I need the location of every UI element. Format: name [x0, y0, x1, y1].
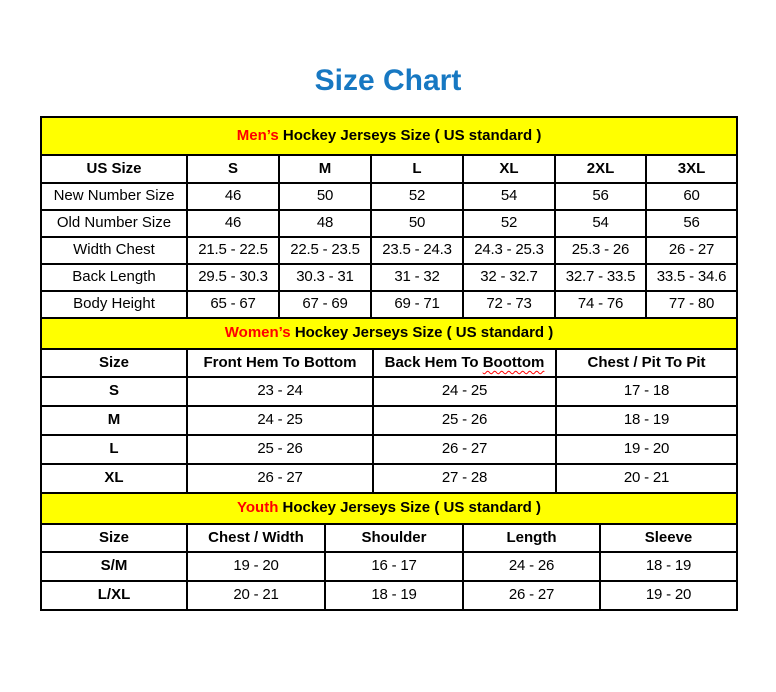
table-row: [41, 435, 737, 464]
size-cell: 24.3 - 25.3: [463, 237, 555, 264]
mens-section-title: Hockey Jerseys Size ( US standard ): [282, 126, 542, 144]
column-header: Size: [41, 349, 187, 377]
row-label: Width Chest: [41, 237, 187, 264]
youth-section-title: Hockey Jerseys Size ( US standard ): [282, 499, 541, 517]
row-label: S/M: [41, 552, 187, 581]
size-cell: 16 - 17: [325, 552, 463, 581]
column-header: Sleeve: [600, 524, 737, 552]
row-label: XL: [41, 464, 187, 493]
mens-section-header-row: [41, 117, 737, 155]
size-cell: 67 - 69: [279, 291, 371, 318]
column-header: Shoulder: [325, 524, 463, 552]
row-label: Old Number Size: [41, 210, 187, 237]
size-cell: 50: [371, 210, 463, 237]
size-cell: 18 - 19: [556, 406, 737, 435]
table-row: [41, 183, 737, 210]
mens-column-header-row: [41, 155, 737, 183]
size-cell: 24 - 26: [463, 552, 600, 581]
size-cell: 54: [555, 210, 646, 237]
size-cell: 33.5 - 34.6: [646, 264, 737, 291]
column-header: L: [371, 155, 463, 183]
column-header: [373, 349, 556, 377]
column-header: Chest / Pit To Pit: [556, 349, 737, 377]
size-chart-tables: [40, 116, 736, 611]
column-header: Front Hem To Bottom: [187, 349, 373, 377]
size-cell: 22.5 - 23.5: [279, 237, 371, 264]
size-cell: 26 - 27: [646, 237, 737, 264]
table-row: [41, 237, 737, 264]
size-cell: 50: [279, 183, 371, 210]
size-cell: 29.5 - 30.3: [187, 264, 279, 291]
size-cell: 32.7 - 33.5: [555, 264, 646, 291]
mens-section-header: [41, 117, 737, 155]
womens-section-header: [41, 318, 737, 349]
size-cell: 56: [555, 183, 646, 210]
column-header: S: [187, 155, 279, 183]
size-cell: 23 - 24: [187, 377, 373, 406]
column-header: Chest / Width: [187, 524, 325, 552]
row-label: New Number Size: [41, 183, 187, 210]
column-header: 2XL: [555, 155, 646, 183]
size-cell: 25 - 26: [373, 406, 556, 435]
size-cell: 74 - 76: [555, 291, 646, 318]
table-row: [41, 377, 737, 406]
row-label: L: [41, 435, 187, 464]
column-header-text: Back Hem To: [384, 353, 479, 371]
column-header: XL: [463, 155, 555, 183]
size-cell: 18 - 19: [325, 581, 463, 610]
youth-accent-label: Youth: [237, 499, 279, 517]
size-cell: 23.5 - 24.3: [371, 237, 463, 264]
column-header: M: [279, 155, 371, 183]
size-cell: 46: [187, 210, 279, 237]
column-header: 3XL: [646, 155, 737, 183]
size-cell: 52: [371, 183, 463, 210]
mens-accent-label: Men’s: [236, 126, 279, 144]
size-cell: 20 - 21: [556, 464, 737, 493]
womens-accent-label: Women’s: [224, 324, 291, 342]
row-label: S: [41, 377, 187, 406]
size-cell: 19 - 20: [556, 435, 737, 464]
size-cell: 30.3 - 31: [279, 264, 371, 291]
table-row: [41, 406, 737, 435]
size-cell: 32 - 32.7: [463, 264, 555, 291]
row-label: L/XL: [41, 581, 187, 610]
size-cell: 69 - 71: [371, 291, 463, 318]
column-header: Length: [463, 524, 600, 552]
mens-size-table: [40, 116, 738, 319]
column-header: US Size: [41, 155, 187, 183]
size-cell: 56: [646, 210, 737, 237]
size-cell: 19 - 20: [600, 581, 737, 610]
size-cell: 18 - 19: [600, 552, 737, 581]
size-cell: 48: [279, 210, 371, 237]
size-cell: 17 - 18: [556, 377, 737, 406]
size-cell: 25 - 26: [187, 435, 373, 464]
womens-column-header-row: [41, 349, 737, 377]
size-cell: 54: [463, 183, 555, 210]
size-cell: 26 - 27: [463, 581, 600, 610]
page-title: Size Chart: [314, 64, 462, 97]
row-label: Body Height: [41, 291, 187, 318]
size-cell: 65 - 67: [187, 291, 279, 318]
size-cell: 21.5 - 22.5: [187, 237, 279, 264]
table-row: [41, 552, 737, 581]
youth-section-header: [41, 493, 737, 524]
size-cell: 31 - 32: [371, 264, 463, 291]
table-row: [41, 264, 737, 291]
size-cell: 19 - 20: [187, 552, 325, 581]
size-cell: 24 - 25: [373, 377, 556, 406]
misspelled-word-wavy: Boottom: [482, 353, 545, 371]
size-cell: 27 - 28: [373, 464, 556, 493]
womens-section-header-row: [41, 318, 737, 349]
size-cell: 52: [463, 210, 555, 237]
womens-size-table: [40, 317, 738, 494]
size-cell: 25.3 - 26: [555, 237, 646, 264]
table-row: [41, 464, 737, 493]
size-cell: 46: [187, 183, 279, 210]
size-cell: 77 - 80: [646, 291, 737, 318]
table-row: [41, 210, 737, 237]
column-header: Size: [41, 524, 187, 552]
youth-section-header-row: [41, 493, 737, 524]
size-cell: 72 - 73: [463, 291, 555, 318]
size-cell: 26 - 27: [373, 435, 556, 464]
youth-column-header-row: [41, 524, 737, 552]
row-label: M: [41, 406, 187, 435]
size-cell: 60: [646, 183, 737, 210]
youth-size-table: [40, 492, 738, 611]
size-cell: 24 - 25: [187, 406, 373, 435]
table-row: [41, 291, 737, 318]
size-cell: 20 - 21: [187, 581, 325, 610]
row-label: Back Length: [41, 264, 187, 291]
table-row: [41, 581, 737, 610]
womens-section-title: Hockey Jerseys Size ( US standard ): [294, 324, 554, 342]
size-cell: 26 - 27: [187, 464, 373, 493]
